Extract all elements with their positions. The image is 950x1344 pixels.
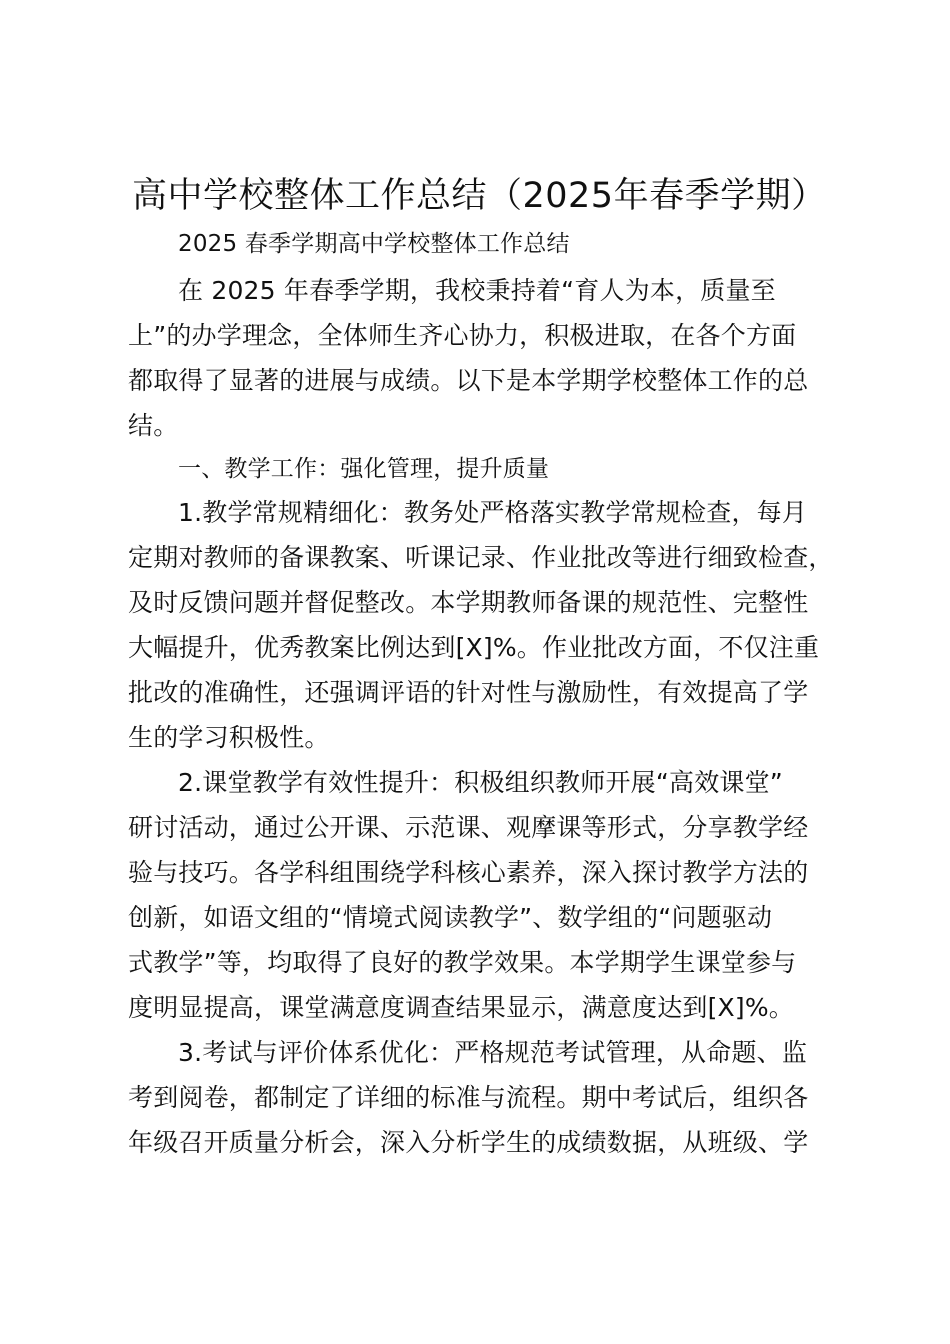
document-title: 高中学校整体工作总结（2025年春季学期） <box>132 176 827 216</box>
paragraph-line: 都取得了显著的进展与成绩。以下是本学期学校整体工作的总 <box>128 366 809 395</box>
paragraph-line: 生的学习积极性。 <box>128 723 330 752</box>
paragraph-line: 年级召开质量分析会，深入分析学生的成绩数据，从班级、学 <box>128 1128 809 1157</box>
paragraph-line: 在 2025 年春季学期，我校秉持着“育人为本，质量至 <box>178 276 776 305</box>
paragraph-line: 式教学”等，均取得了良好的教学效果。本学期学生课堂参与 <box>128 948 797 977</box>
document-subtitle: 2025 春季学期高中学校整体工作总结 <box>178 231 570 257</box>
paragraph-line: 定期对教师的备课教案、听课记录、作业批改等进行细致检查， <box>128 543 834 572</box>
paragraph-line: 3.考试与评价体系优化：严格规范考试管理，从命题、监 <box>178 1038 808 1067</box>
paragraph-line: 验与技巧。各学科组围绕学科核心素养，深入探讨教学方法的 <box>128 858 809 887</box>
paragraph-line: 研讨活动，通过公开课、示范课、观摩课等形式，分享教学经 <box>128 813 809 842</box>
paragraph-line: 批改的准确性，还强调评语的针对性与激励性，有效提高了学 <box>128 678 809 707</box>
paragraph-line: 2.课堂教学有效性提升：积极组织教师开展“高效课堂” <box>178 768 783 797</box>
paragraph-line: 大幅提升，优秀教案比例达到[X]%。作业批改方面，不仅注重 <box>128 633 820 662</box>
paragraph-line: 上”的办学理念，全体师生齐心协力，积极进取，在各个方面 <box>128 321 797 350</box>
paragraph-line: 及时反馈问题并督促整改。本学期教师备课的规范性、完整性 <box>128 588 809 617</box>
paragraph-line: 结。 <box>128 411 179 440</box>
section-heading: 一、教学工作：强化管理，提升质量 <box>178 456 550 482</box>
paragraph-line: 度明显提高，课堂满意度调查结果显示，满意度达到[X]%。 <box>128 993 794 1022</box>
paragraph-line: 1.教学常规精细化：教务处严格落实教学常规检查，每月 <box>178 498 808 527</box>
paragraph-line: 创新，如语文组的“情境式阅读教学”、数学组的“问题驱动 <box>128 903 773 932</box>
paragraph-line: 考到阅卷，都制定了详细的标准与流程。期中考试后，组织各 <box>128 1083 809 1112</box>
